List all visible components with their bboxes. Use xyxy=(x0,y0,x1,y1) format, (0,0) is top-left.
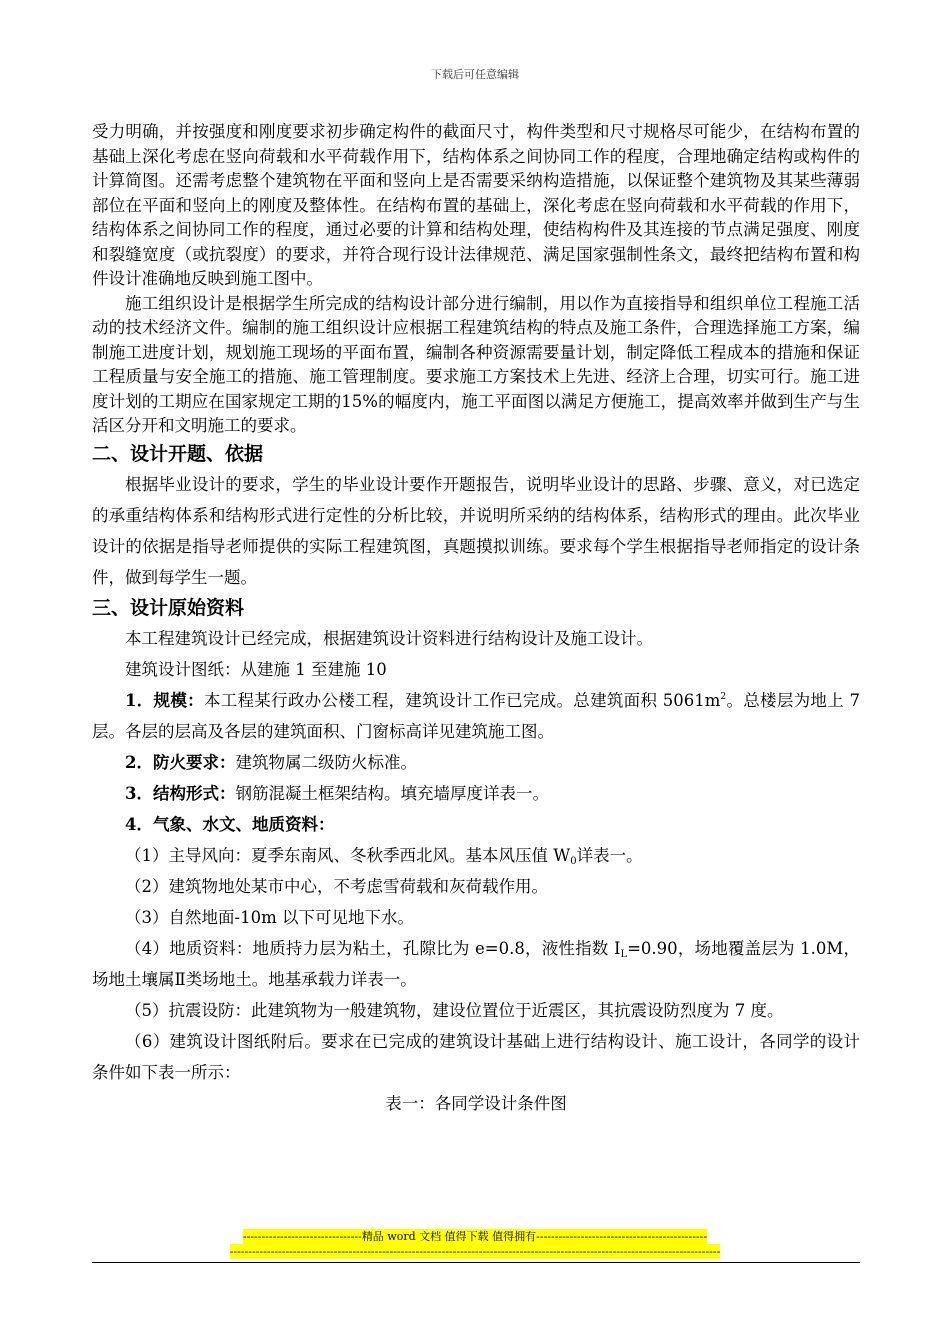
item-scale xyxy=(92,685,860,747)
item-scale-superscript: 2 xyxy=(720,691,727,702)
paragraph-drawings: 建筑设计图纸：从建施 1 至建施 10 xyxy=(125,659,387,679)
page-footer xyxy=(0,1229,950,1259)
footer-banner-line-2: ------------------------------------------------------------------------------------------------------------------------------------ xyxy=(229,1245,721,1258)
item-fire-label: 2．防火要求： xyxy=(125,752,236,772)
sub-item-seismic: （5）抗震设防：此建筑物为一般建筑物，建设位置位于近震区，其抗震设防烈度为 7 度。 xyxy=(125,1000,784,1020)
sub-item-geology-text-a: （4）地质资料：地质持力层为粘土，孔隙比为 e=0.8，液性指数 I xyxy=(125,938,621,958)
item-structure-label: 3．结构形式： xyxy=(125,783,236,803)
sub-item-groundwater: （3）自然地面-10m 以下可见地下水。 xyxy=(125,907,414,927)
sub-item-geology-text-b: =0.90，场地覆盖层为 1.0M，场地土壤属Ⅱ类场地土。地基承载力详表一。 xyxy=(92,938,860,989)
paragraph-design-complete: 本工程建筑设计已经完成，根据建筑设计资料进行结构设计及施工设计。 xyxy=(125,628,653,648)
item-scale-text-a: 本工程某行政办公楼工程，建筑设计工作已完成。总建筑面积 5061m xyxy=(203,690,721,710)
sub-item-wind-text-a: （1）主导风向：夏季东南风、冬秋季西北风。基本风压值 W xyxy=(125,845,571,865)
sub-item-location: （2）建筑物地处某市中心，不考虑雪荷载和灰荷载作用。 xyxy=(125,876,548,896)
footer-divider xyxy=(92,1262,860,1263)
item-fire xyxy=(92,747,860,778)
item-scale-label: 1．规模： xyxy=(125,690,204,710)
page-header: 下载后可任意编辑 xyxy=(431,68,519,81)
item-structure-text: 钢筋混凝土框架结构。填充墙厚度详表一。 xyxy=(235,783,549,803)
paragraph-structure: 受力明确，并按强度和刚度要求初步确定构件的截面尺寸，构件类型和尺寸规格尽可能少，在结构布置的基础上深化考虑在竖向荷载和水平荷载作用下，结构体系之间协同工作的程度，合理地确定结构或构件的计算简图。还需考虑整个建筑物在平面和竖向上是否需要采纳构造措施，以保证整个建筑物及其某些薄弱部位在平面和竖向上的刚度及整体性。在结构布置的基础上，深化考虑在竖向荷载和水平荷载的作用下，结构体系之间协同工作的程度，通过必要的计算和结构处理，使结构构件及其连接的节点满足强度、刚度和裂缝宽度（或抗裂度）的要求，并符合现行设计法律规范、满足国家强制性条文，最终把结构布置和构件设计准确地反映到施工图中。 xyxy=(92,122,860,288)
item-climate-label: 4．气象、水文、地质资料： xyxy=(125,814,335,834)
document-body xyxy=(92,120,860,1119)
sub-item-geology-subscript: L xyxy=(620,948,628,960)
section-heading-2: 二、设计开题、依据 xyxy=(92,442,264,465)
sub-item-wind-text-b: 详表一。 xyxy=(576,845,643,865)
sub-item-wind xyxy=(92,840,860,871)
table-caption: 表一：各同学设计条件图 xyxy=(385,1093,567,1113)
footer-banner-line-1: --------------------------------精品 word 文档 值得下载 值得拥有---------------------------------------------- xyxy=(242,1230,708,1243)
paragraph-opening-report: 根据毕业设计的要求，学生的毕业设计要作开题报告，说明毕业设计的思路、步骤、意义，对已选定的承重结构体系和结构形式进行定性的分析比较，并说明所采纳的结构体系，结构形式的理由。此次毕业设计的依据是指导老师提供的实际工程建筑图，真题摸拟训练。要求每个学生根据指导老师指定的设计条件，做到每学生一题。 xyxy=(92,474,860,587)
sub-item-wind-subscript: 0 xyxy=(570,855,577,867)
sub-item-geology xyxy=(92,933,860,995)
section-heading-3: 三、设计原始资料 xyxy=(92,596,245,619)
sub-item-drawings: （6）建筑设计图纸附后。要求在已完成的建筑设计基础上进行结构设计、施工设计，各同学的设计条件如下表一所示： xyxy=(92,1031,860,1082)
item-climate xyxy=(92,809,860,840)
paragraph-construction-organization: 施工组织设计是根据学生所完成的结构设计部分进行编制，用以作为直接指导和组织单位工程施工活动的技术经济文件。编制的施工组织设计应根据工程建筑结构的特点及施工条件，合理选择施工方案，编制施工进度计划，规划施工现场的平面布置，编制各种资源需要量计划，制定降低工程成本的措施和保证工程质量与安全施工的措施、施工管理制度。要求施工方案技术上先进、经济上合理，切实可行。施工进度计划的工期应在国家规定工期的15%的幅度内，施工平面图以满足方便施工，提高效率并做到生产与生活区分开和文明施工的要求。 xyxy=(92,293,860,435)
item-fire-text: 建筑物属二级防火标准。 xyxy=(235,752,417,772)
item-scale-text-b: 。总楼层为地上 7 层。各层的层高及各层的建筑面积、门窗标高详见建筑施工图。 xyxy=(92,690,861,741)
item-structure xyxy=(92,778,860,809)
